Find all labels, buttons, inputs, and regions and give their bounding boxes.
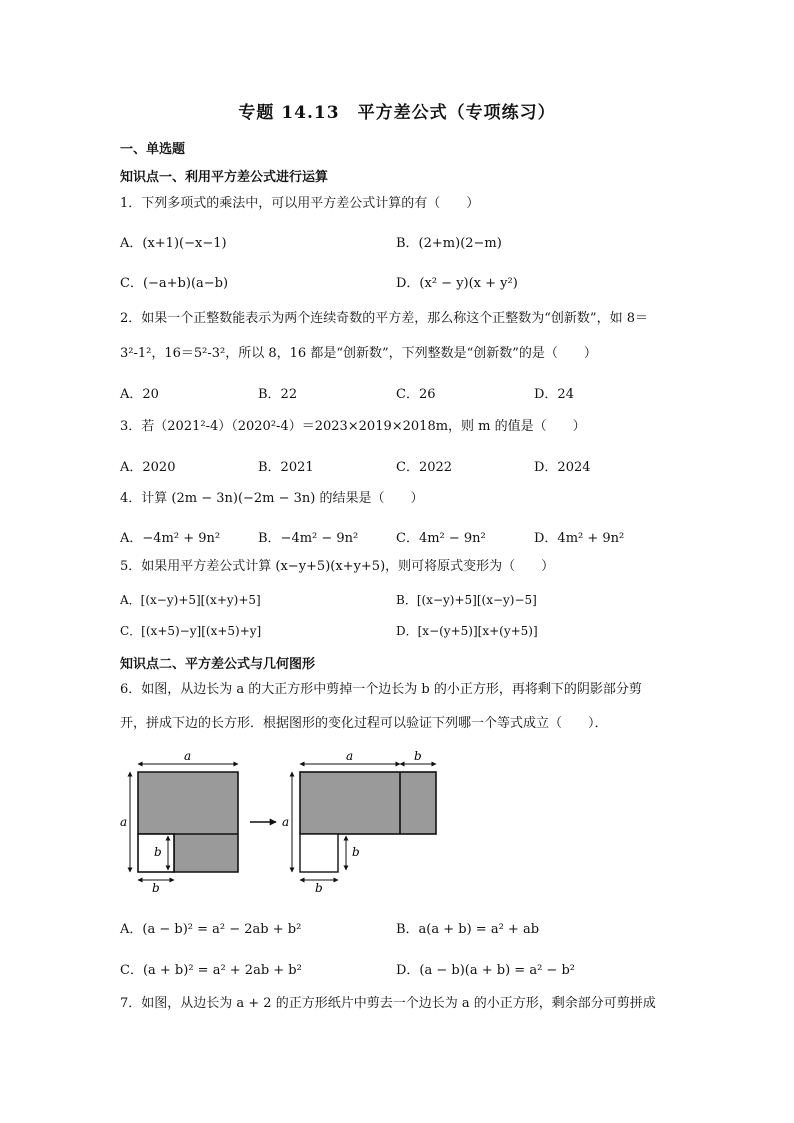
q3-option-d: D．2024	[534, 460, 591, 475]
q5-option-a: A．[(x−y)+5][(x+y)+5]	[120, 593, 261, 607]
question-5-stem: 5．如果用平方差公式计算 (x−y+5)(x+y+5)，则可将原式变形为（ ）	[120, 559, 555, 574]
question-3-stem: 3．若（2021²-4）（2020²-4）＝2023×2019×2018m，则 m 的值是（ ）	[120, 419, 586, 434]
left-square-shape	[138, 772, 238, 872]
section-heading: 一、单选题	[120, 142, 186, 157]
q4-option-c: C．4m² − 9n²	[396, 531, 486, 546]
q3-option-c: C．2022	[396, 460, 453, 475]
square-to-rectangle-figure	[116, 744, 446, 894]
q1-option-c: C．(−a+b)(a−b)	[120, 276, 229, 291]
q6-option-d: D．(a − b)(a + b) = a² − b²	[396, 963, 575, 978]
question-1-stem: 1．下列多项式的乘法中，可以用平方差公式计算的有（ ）	[120, 196, 480, 211]
page-title: 专题 14.13 平方差公式（专项练习）	[238, 103, 556, 123]
q2-option-b: B．22	[258, 387, 298, 402]
q4-option-a: A．−4m² + 9n²	[120, 531, 221, 546]
q1-option-b: B．(2+m)(2−m)	[396, 236, 502, 251]
left-label-a-side: a	[120, 815, 128, 829]
right-label-a-side: a	[282, 815, 290, 829]
left-label-b-side: b	[154, 845, 162, 859]
q2-option-d: D．24	[534, 387, 574, 402]
right-label-b-bottom: b	[315, 881, 323, 894]
question-6-line-1: 6．如图，从边长为 a 的大正方形中剪掉一个边长为 b 的小正方形，再将剩下的阴影部分剪	[120, 682, 642, 697]
left-label-a-top: a	[184, 749, 192, 763]
question-4-stem: 4．计算 (2m − 3n)(−2m − 3n) 的结果是（ ）	[120, 491, 424, 506]
q4-option-d: D．4m² + 9n²	[534, 531, 625, 546]
q4-option-b: B．−4m² − 9n²	[258, 531, 359, 546]
knowledge-point-1: 知识点一、利用平方差公式进行运算	[120, 170, 329, 185]
question-2-line-1: 2．如果一个正整数能表示为两个连续奇数的平方差，那么称这个正整数为“创新数”，如 8＝	[120, 311, 648, 326]
q5-option-c: C．[(x+5)−y][(x+5)+y]	[120, 624, 262, 638]
q5-option-d: D．[x−(y+5)][x+(y+5)]	[396, 624, 538, 638]
q6-option-b: B．a(a + b) = a² + ab	[396, 922, 540, 937]
question-6-line-2: 开，拼成下边的长方形．根据图形的变化过程可以验证下列哪一个等式成立（ ）．	[120, 716, 608, 731]
question-2-line-2: 3²-1²，16＝5²-3²，所以 8，16 都是“创新数”，下列整数是“创新数”的是（ ）	[120, 346, 597, 361]
right-label-a-top: a	[346, 749, 354, 763]
knowledge-point-2: 知识点二、平方差公式与几何图形	[120, 657, 316, 672]
question-7-line-1: 7．如图，从边长为 a + 2 的正方形纸片中剪去一个边长为 a 的小正方形，剩余部分可剪拼成	[120, 996, 656, 1011]
q3-option-b: B．2021	[258, 460, 314, 475]
q1-option-d: D．(x² − y)(x + y²)	[396, 276, 518, 291]
q1-option-a: A．(x+1)(−x−1)	[120, 236, 227, 251]
q6-option-a: A．(a − b)² = a² − 2ab + b²	[120, 922, 302, 937]
right-label-b-top: b	[414, 749, 422, 763]
q2-option-a: A．20	[120, 387, 159, 402]
q3-option-a: A．2020	[120, 460, 176, 475]
right-rectangle-shape	[300, 772, 436, 872]
q5-option-b: B．[(x−y)+5][(x−y)−5]	[396, 593, 537, 607]
left-label-b-bottom: b	[152, 881, 160, 894]
q6-option-c: C．(a + b)² = a² + 2ab + b²	[120, 963, 302, 978]
right-label-b-side: b	[352, 845, 360, 859]
q2-option-c: C．26	[396, 387, 436, 402]
